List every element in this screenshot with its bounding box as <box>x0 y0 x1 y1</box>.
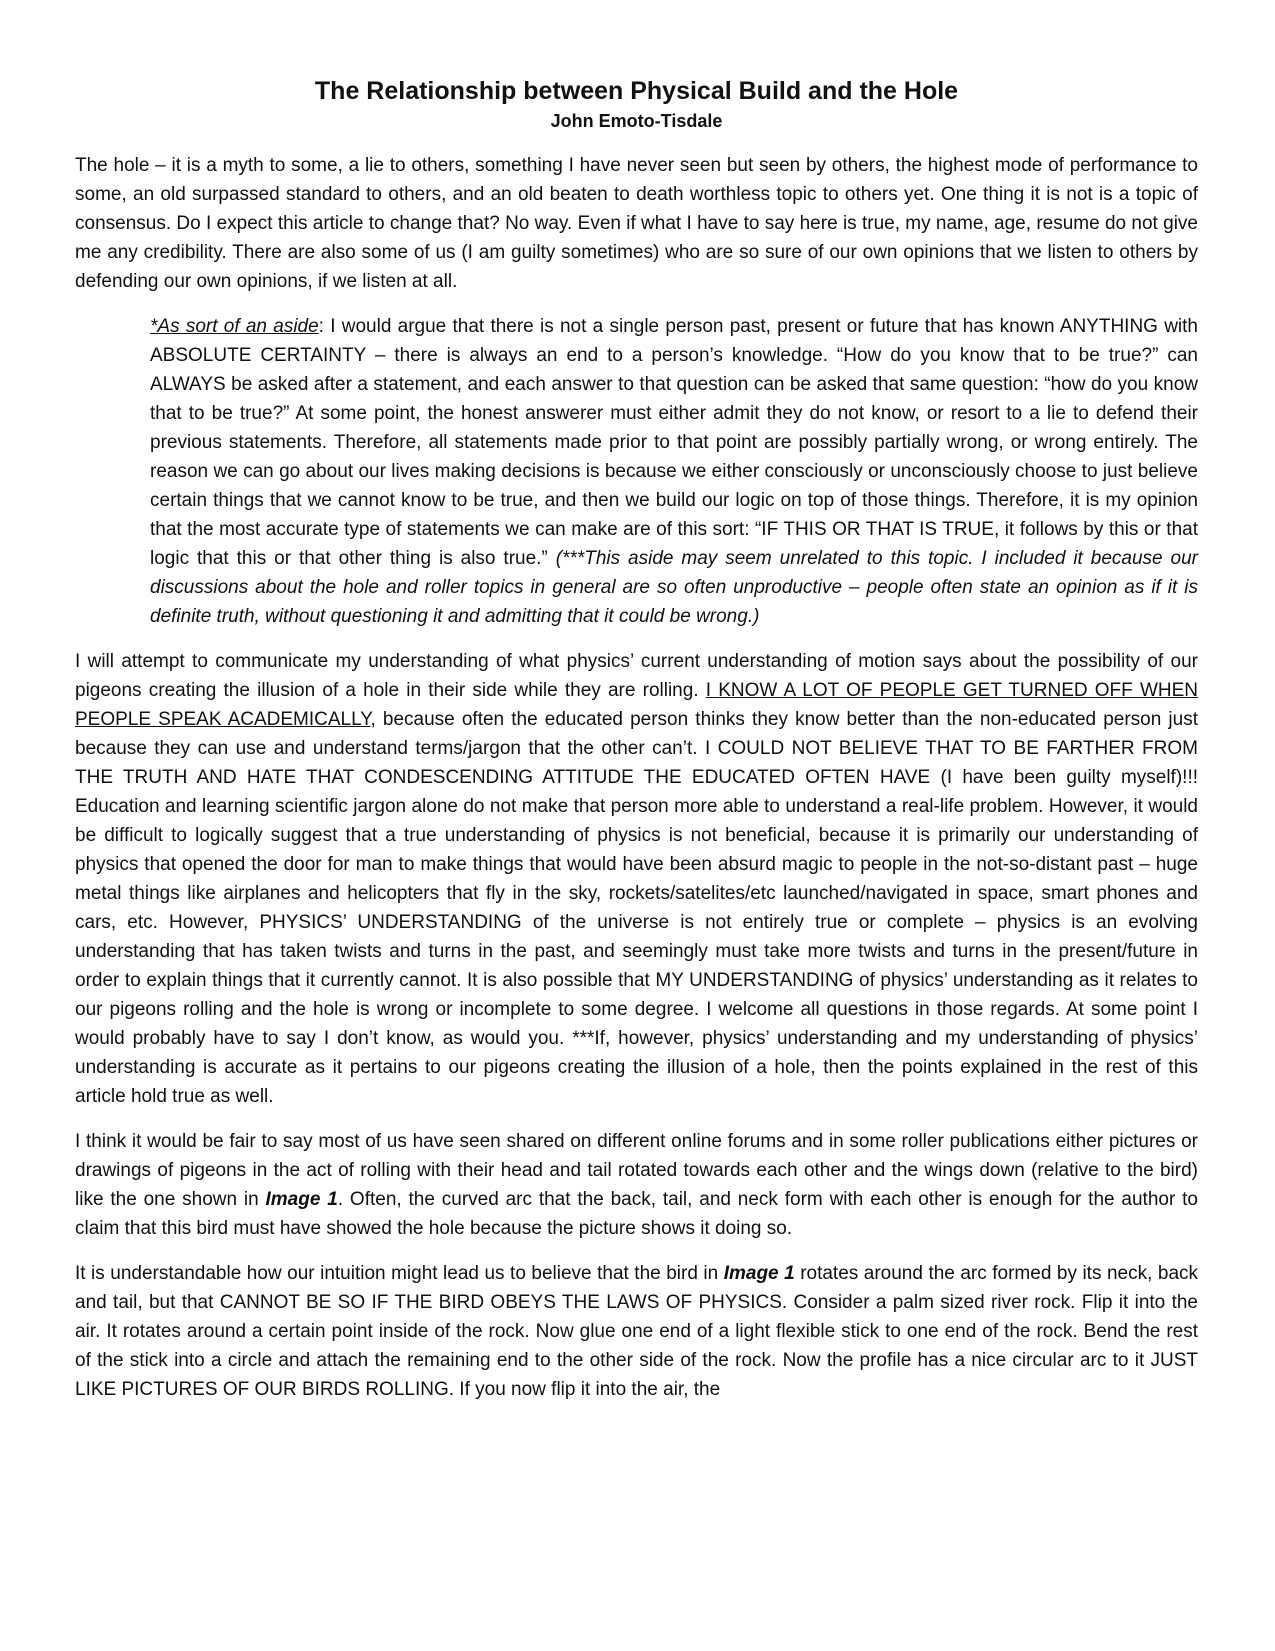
paragraph-intuition-a: It is understandable how our intuition might lead us to believe that the bird in <box>75 1263 724 1284</box>
document-page <box>75 70 1198 1420</box>
paragraph-pictures-b: . Often, the curved arc that the back, tail, and neck form with each other is enough for the author to claim that this bird must have showed the hole because the picture shows it doing so. <box>75 1189 1198 1239</box>
aside-lead: *As sort of an aside <box>150 316 319 337</box>
paragraph-physics-underlined: I KNOW A LOT OF PEOPLE GET TURNED OFF WHEN PEOPLE SPEAK ACADEMICALLY <box>75 680 1198 730</box>
paragraph-physics-b: , because often the educated person thinks they know better than the non-educated person just because they can use and understand terms/jargon that the other can’t. I COULD NOT BELIEVE THAT TO BE FARTHER FROM THE TRUTH AND HATE THAT CONDESCENDING ATTITUDE THE EDUCATED OFTEN HAVE (I have been guilty myself)!!! Education and learning scientific jargon alone do not make that person more able to understand a real-life problem. However, it would be difficult to logically suggest that a true understanding of physics is not beneficial, because it is primarily our understanding of physics that opened the door for man to make things that would have been absurd magic to people in the not-so-distant past – huge metal things like airplanes and helicopters that fly in the sky, rockets/satelites/etc launched/navigated in space, smart phones and cars, etc. However, PHYSICS’ UNDERSTANDING of the universe is not entirely true or complete – physics is an evolving understanding that has taken twists and turns in the past, and seemingly must take more twists and turns in the present/future in order to explain things that it currently cannot. It is also possible that MY UNDERSTANDING of physics’ understanding as it relates to our pigeons rolling and the hole is wrong or incomplete to some degree. I welcome all questions in those regards. At some point I would probably have to say I don’t know, as would you. ***If, however, physics’ understanding and my understanding of physics’ understanding is accurate as it pertains to our pigeons creating the illusion of a hole, then the points explained in the rest of this article hold true as well. <box>75 709 1198 1107</box>
image-1-reference: Image 1 <box>265 1189 338 1210</box>
author-name: John Emoto-Tisdale <box>550 111 723 131</box>
paragraph-intro: The hole – it is a myth to some, a lie to others, something I have never seen but seen by others, the highest mode of performance to some, an old surpassed standard to others, and an old beaten to death worthless topic to others yet. One thing it is not is a topic of consensus. Do I expect this article to change that? No way. Even if what I have to say here is true, my name, age, resume do not give me any credibility. There are also some of us (I am guilty sometimes) who are so sure of our own opinions that we listen to others by defending our own opinions, if we listen at all. <box>75 155 1198 292</box>
image-1-reference: Image 1 <box>723 1263 795 1284</box>
paragraph-pictures <box>75 1127 1198 1243</box>
paragraph-intuition <box>75 1259 1198 1404</box>
document-title: The Relationship between Physical Build and the Hole <box>314 77 959 105</box>
aside-paragraph <box>150 312 1198 631</box>
aside-body: : I would argue that there is not a single person past, present or future that has known ANYTHING with ABSOLUTE CERTAINTY – there is always an end to a person’s knowledge. “How do you know that to be true?” can ALWAYS be asked after a statement, and each answer to that question can be asked that same question: “how do you know that to be true?” At some point, the honest answerer must either admit they do not know, or resort to a lie to defend their previous statements. Therefore, all statements made prior to that point are possibly partially wrong, or wrong entirely. The reason we can go about our lives making decisions is because we either consciously or unconsciously choose to just believe certain things that we cannot know to be true, and then we build our logic on top of those things. Therefore, it is my opinion that the most accurate type of statements we can make are of this sort: “IF THIS OR THAT IS TRUE, it follows by this or that logic that this or that other thing is also true.” <box>150 316 1198 569</box>
aside-note: (***This aside may seem unrelated to this topic. I included it because our discussions about the hole and roller topics in general are so often unproductive – people often state an opinion as if it is definite truth, without questioning it and admitting that it could be wrong.) <box>150 548 1199 627</box>
paragraph-pictures-a: I think it would be fair to say most of us have seen shared on different online forums and in some roller publications either pictures or drawings of pigeons in the act of rolling with their head and tail rotated towards each other and the wings down (relative to the bird) like the one shown in <box>75 1131 1198 1210</box>
paragraph-physics <box>75 647 1198 1111</box>
paragraph-intuition-b: rotates around the arc formed by its neck, back and tail, but that CANNOT BE SO IF THE BIRD OBEYS THE LAWS OF PHYSICS. Consider a palm sized river rock. Flip it into the air. It rotates around a certain point inside of the rock. Now glue one end of a light flexible stick to one end of the rock. Bend the rest of the stick into a circle and attach the remaining end to the other side of the rock. Now the profile has a nice circular arc to it JUST LIKE PICTURES OF OUR BIRDS ROLLING. If you now flip it into the air, the <box>75 1263 1199 1400</box>
paragraph-physics-a: I will attempt to communicate my understanding of what physics’ current understanding of motion says about the possibility of our pigeons creating the illusion of a hole in their side while they are rolling. <box>75 651 1198 701</box>
